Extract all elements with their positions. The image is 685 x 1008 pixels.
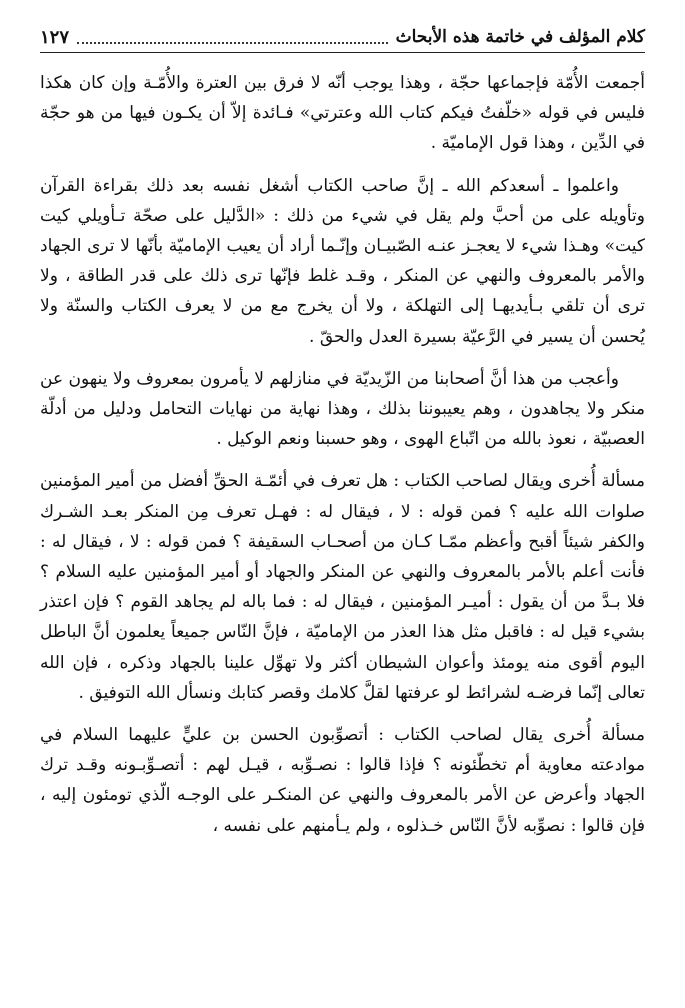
- paragraph-5: مسألة أُخرى يقال لصاحب الكتاب : أتصوِّبون الحسن بن عليٍّ عليهما السلام في موادعته معاوية أم تخطّئونه ؟ فإذا قالوا : نصـوِّبه ، قيـل لهم : أتصـوِّبـونه وقـد ترك الجهاد وأعرض عن الأمر بالمعروف والنهي عن المنكـر على الوجـه الّذي تومئون إليه ، فإن قالوا : نصوِّبه لأنَّ النّاس خـذلوه ، ولم يـأمنهم على نفسه ،: [40, 725, 645, 836]
- page-number: ١٢٧: [40, 26, 70, 48]
- paragraph-4: مسألة أُخرى ويقال لصاحب الكتاب : هل تعرف في أئمّـة الحقِّ أفضل من أمير المؤمنين صلوات الله عليه ؟ فمن قوله : لا ، فيقال له : فهـل تعرف مِن المنكر بعـد الشـرك والكفر شيئاً أقبح وأعظم ممّـا كـان من أصحـاب السقيفة ؟ فمن قوله : لا ، فيقال له : فأنت أعلم بالأمر بالمعروف والنهي عن المنكر والجهاد أو أمير المؤمنين عليه السلام ؟ فلا بـدَّ من أن يقول : أميـر المؤمنين ، فيقال له : فما باله لم يجاهد القوم ؟ فإن اعتذر بشيء قيل له : فاقبل مثل هذا العذر من الإماميّة ، فإنَّ النّاس جميعاً يعلمون أنَّ الباطل اليوم أقوى منه يومئذ وأعوان الشيطان أكثر ولا تهوِّل علينا بالجهاد وذكره ، فإن الله تعالى إنّما فرضـه لشرائط لو عرفتها لقلَّ كلامك وقصر كتابك ونسأل الله التوفيق .: [40, 471, 645, 703]
- paragraph-3: وأعجب من هذا أنَّ أصحابنا من الزّيديّة في منازلهم لا يأمرون بمعروف ولا ينهون عن منكر ولا يجاهدون ، وهم يعيبوننا بذلك ، وهذا نهاية من نهايات التحامل ودليل من أدلّة العصبيّة ، نعوذ بالله من اتّباع الهوى ، وهو حسبنا ونعم الوكيل .: [40, 368, 645, 450]
- page-body: [40, 68, 645, 841]
- page-header: [40, 22, 645, 53]
- running-title: كلام المؤلف في خاتمة هذه الأبحاث: [395, 27, 645, 47]
- paragraph-2: واعلموا ـ أسعدكم الله ـ إنَّ صاحب الكتاب أشغل نفسه بعد ذلك بقراءة القرآن وتأويله على من أحبَّ ولم يقل في شيء من ذلك : «الدَّليل على صحّة تـأويلي كيت كيت» وهـذا شيء لا يعجـز عنـه الصّبيـان وإنّـما أراد أن يعيب الإماميّة بأنّها لا ترى الجهاد والأمر بالمعروف والنهي عن المنكر ، وقـد غلط فإنّها ترى ذلك على قدر الطاقة ، ولا ترى أن تلقي بـأيديهـا إلى التهلكة ، ولا أن يخرج مع من لا يعرف الكتاب والسنّة ولا يُحسن أن يسير في الرَّعيّة بسيرة العدل والحقّ .: [40, 175, 645, 347]
- paragraph-1: أجمعت الأُمّة فإجماعها حجّة ، وهذا يوجب أنّه لا فرق بين العترة والأُمّـة وإن كان هكذا فليس في قوله «خلّفتُ فيكم كتاب الله وعترتي» فـائدة إلاّ أن يكـون فيها من هو حجّة في الدِّين ، وهذا قول الإماميّة .: [40, 73, 645, 154]
- header-dot-leader: [77, 30, 388, 44]
